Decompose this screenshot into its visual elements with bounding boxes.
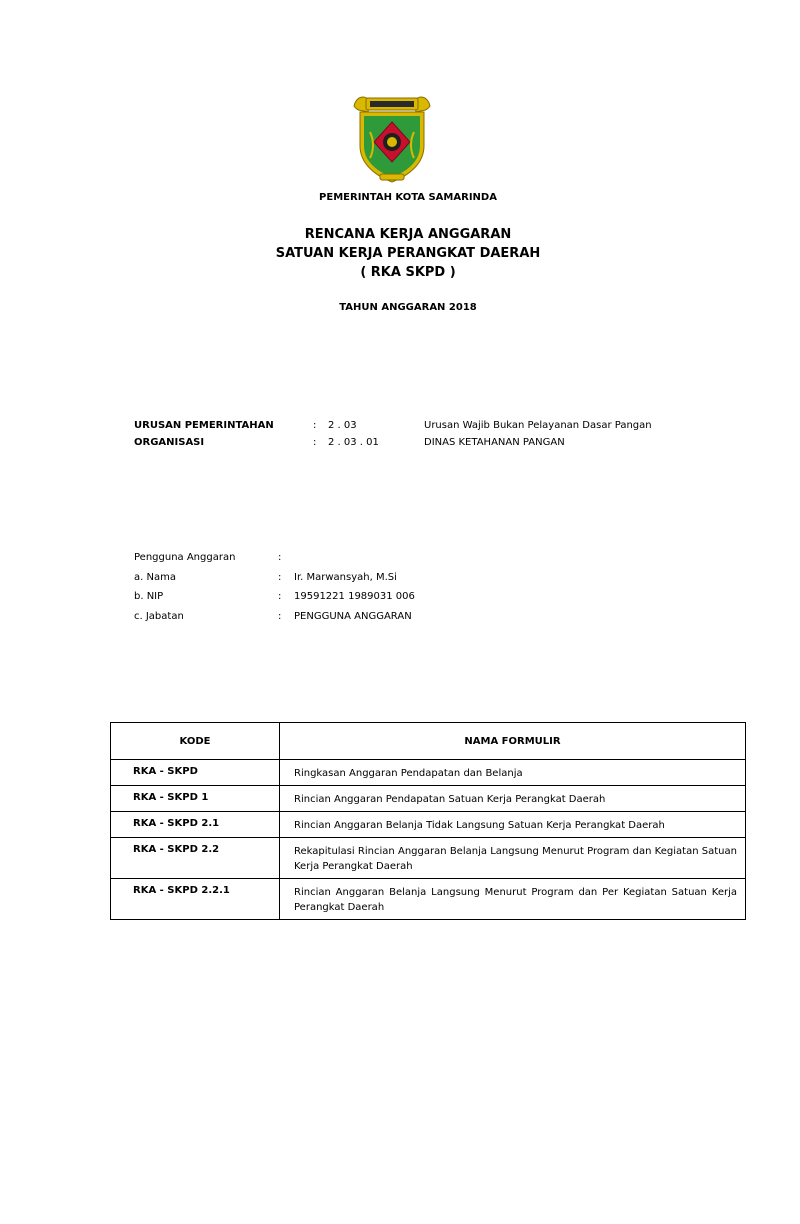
urusan-code: 2 . 03: [328, 420, 357, 431]
organisasi-colon: :: [313, 437, 317, 448]
table-row: [111, 812, 746, 838]
organisasi-label: ORGANISASI: [134, 437, 205, 448]
document-title-line2: SATUAN KERJA PERANGKAT DAERAH: [275, 246, 541, 261]
nip-colon: :: [278, 591, 282, 602]
row-nama: Rincian Anggaran Belanja Langsung Menurut Program dan Per Kegiatan Satuan Kerja Perangkat Daerah: [280, 879, 746, 920]
nama-label: a. Nama: [134, 572, 176, 583]
table-row: [111, 786, 746, 812]
jabatan-label: c. Jabatan: [134, 611, 184, 622]
table-header-row: [111, 723, 746, 760]
pengguna-anggaran-title: Pengguna Anggaran: [134, 552, 236, 563]
organisasi-code: 2 . 03 . 01: [328, 437, 379, 448]
organisasi-desc: DINAS KETAHANAN PANGAN: [424, 437, 565, 448]
header-kode: KODE: [111, 723, 280, 760]
formulir-table: [110, 722, 746, 920]
row-kode: RKA - SKPD 2.2.1: [111, 879, 280, 920]
row-kode: RKA - SKPD 2.1: [111, 812, 280, 838]
nama-colon: :: [278, 572, 282, 583]
urusan-label: URUSAN PEMERINTAHAN: [134, 420, 274, 431]
document-title-line3: ( RKA SKPD ): [360, 265, 456, 280]
table-row: [111, 760, 746, 786]
nip-label: b. NIP: [134, 591, 164, 602]
row-nama: Ringkasan Anggaran Pendapatan dan Belanja: [280, 760, 746, 786]
row-kode: RKA - SKPD: [111, 760, 280, 786]
nama-value: Ir. Marwansyah, M.Si: [294, 572, 397, 583]
row-kode: RKA - SKPD 1: [111, 786, 280, 812]
table-row: [111, 879, 746, 920]
row-nama: Rincian Anggaran Pendapatan Satuan Kerja Perangkat Daerah: [280, 786, 746, 812]
pengguna-anggaran-colon: :: [278, 552, 282, 563]
row-nama: Rincian Anggaran Belanja Tidak Langsung Satuan Kerja Perangkat Daerah: [280, 812, 746, 838]
government-name: PEMERINTAH KOTA SAMARINDA: [319, 192, 497, 203]
row-kode: RKA - SKPD 2.2: [111, 838, 280, 879]
city-emblem-logo: [352, 92, 432, 184]
urusan-desc: Urusan Wajib Bukan Pelayanan Dasar Pangan: [424, 420, 652, 431]
table-row: [111, 838, 746, 879]
row-nama: Rekapitulasi Rincian Anggaran Belanja Langsung Menurut Program dan Kegiatan Satuan Kerja Perangkat Daerah: [280, 838, 746, 879]
fiscal-year: TAHUN ANGGARAN 2018: [339, 302, 477, 313]
jabatan-colon: :: [278, 611, 282, 622]
jabatan-value: PENGGUNA ANGGARAN: [294, 611, 412, 622]
document-title-line1: RENCANA KERJA ANGGARAN: [304, 227, 512, 242]
nip-value: 19591221 1989031 006: [294, 591, 415, 602]
urusan-colon: :: [313, 420, 317, 431]
header-nama-formulir: NAMA FORMULIR: [280, 723, 746, 760]
